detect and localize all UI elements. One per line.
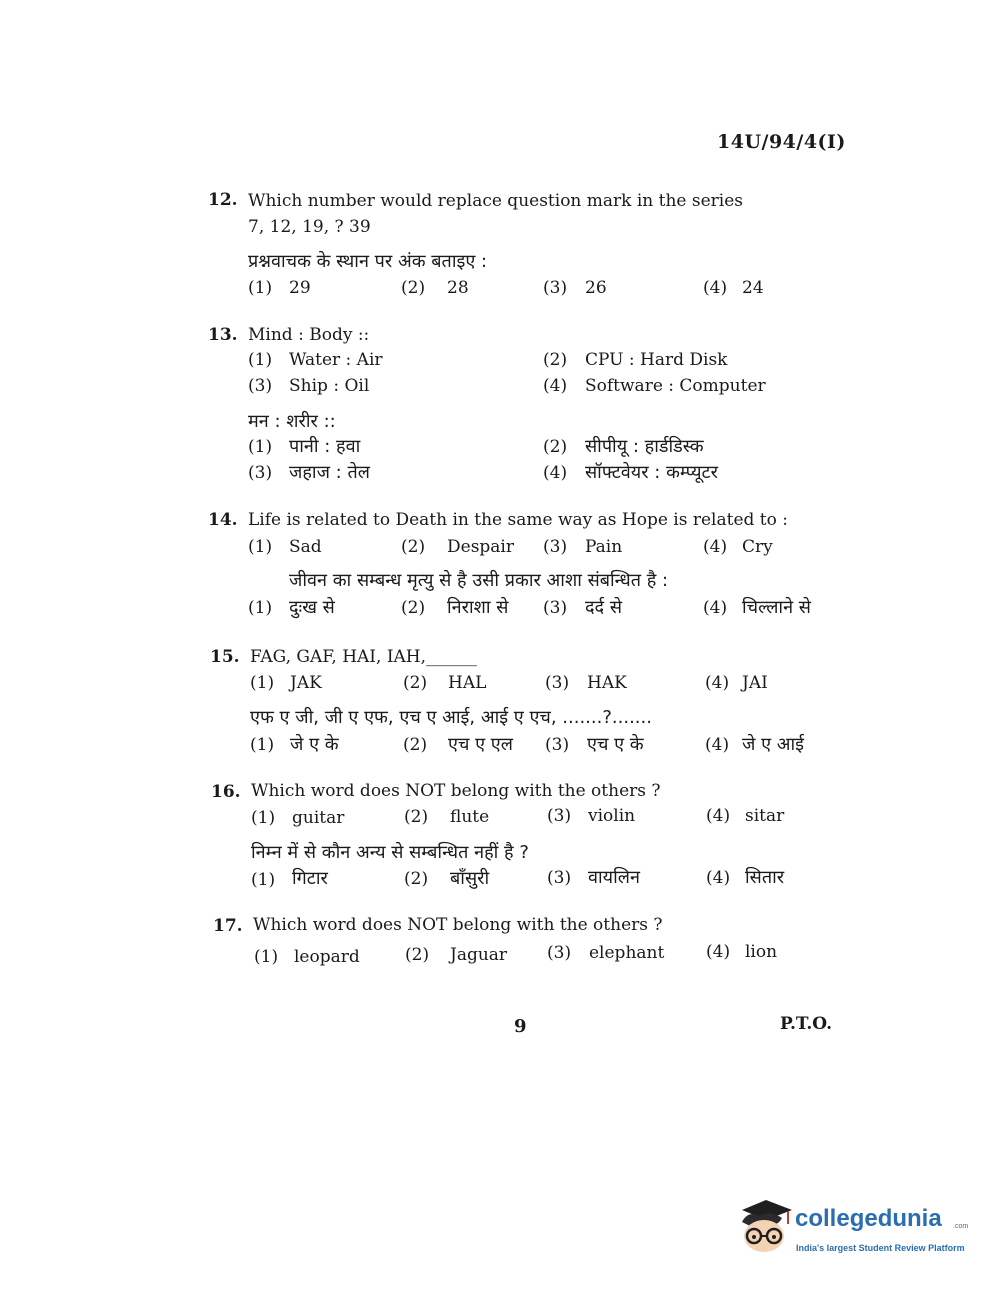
option-number: (4) bbox=[703, 537, 728, 557]
question-number-17: 17. bbox=[213, 916, 243, 936]
option-text: 29 bbox=[289, 278, 311, 298]
option-number: (3) bbox=[547, 868, 572, 888]
question-16-text-hindi: निम्न में से कौन अन्य से सम्बन्धित नहीं है ? bbox=[251, 842, 529, 863]
option-text: Jaguar bbox=[450, 945, 508, 965]
option-text: Pain bbox=[585, 537, 623, 557]
question-number-12: 12. bbox=[208, 190, 238, 210]
option-number: (3) bbox=[543, 598, 568, 618]
question-15-text: FAG, GAF, HAI, IAH,______ bbox=[250, 647, 478, 667]
question-number-15: 15. bbox=[210, 647, 240, 667]
option-number: (4) bbox=[543, 376, 568, 396]
option-text: JAK bbox=[290, 673, 322, 693]
option-number: (4) bbox=[706, 806, 731, 826]
option-text: जे ए आई bbox=[742, 734, 804, 755]
paper-code: 14U/94/4(I) bbox=[717, 131, 846, 153]
option-text: चिल्लाने से bbox=[742, 597, 811, 618]
option-text: एच ए के bbox=[587, 734, 644, 755]
option-number: (2) bbox=[543, 350, 568, 370]
option-number: (1) bbox=[248, 537, 273, 557]
question-12-text: Which number would replace question mark in the series bbox=[248, 191, 744, 211]
option-number: (3) bbox=[248, 376, 273, 396]
option-number: (2) bbox=[401, 598, 426, 618]
brand-logo-text: collegedunia bbox=[795, 1205, 942, 1232]
option-text: बाँसुरी bbox=[450, 868, 490, 889]
option-number: (3) bbox=[545, 735, 570, 755]
option-number: (1) bbox=[251, 870, 276, 890]
option-text: JAI bbox=[742, 673, 768, 693]
question-14-text: Life is related to Death in the same way as Hope is related to : bbox=[248, 510, 789, 530]
option-number: (1) bbox=[248, 437, 273, 457]
page-number: 9 bbox=[514, 1016, 527, 1037]
option-number: (4) bbox=[543, 463, 568, 483]
option-text: CPU : Hard Disk bbox=[585, 350, 728, 370]
option-text: जहाज : तेल bbox=[289, 462, 370, 483]
option-text: 26 bbox=[585, 278, 607, 298]
option-text: निराशा से bbox=[447, 597, 509, 618]
option-number: (2) bbox=[401, 537, 426, 557]
option-text: गिटार bbox=[292, 868, 328, 889]
option-number: (4) bbox=[706, 868, 731, 888]
option-number: (1) bbox=[251, 808, 276, 828]
option-text: सितार bbox=[745, 867, 785, 888]
option-text: HAK bbox=[587, 673, 627, 693]
option-number: (1) bbox=[254, 947, 279, 967]
option-text: sitar bbox=[745, 806, 785, 826]
option-text: lion bbox=[745, 942, 778, 962]
option-text: Despair bbox=[447, 537, 514, 557]
option-number: (2) bbox=[401, 278, 426, 298]
option-text: Sad bbox=[289, 537, 322, 557]
option-number: (3) bbox=[547, 943, 572, 963]
option-text: HAL bbox=[448, 673, 487, 693]
option-number: (1) bbox=[250, 735, 275, 755]
option-text: सॉफ्टवेयर : कम्प्यूटर bbox=[585, 462, 718, 483]
option-number: (2) bbox=[543, 437, 568, 457]
question-13-text-hindi: मन : शरीर :: bbox=[248, 411, 336, 432]
option-text: एच ए एल bbox=[448, 734, 513, 755]
brand-domain: .com bbox=[953, 1223, 969, 1230]
option-text: Ship : Oil bbox=[289, 376, 370, 396]
option-text: elephant bbox=[589, 943, 665, 963]
option-number: (1) bbox=[248, 598, 273, 618]
option-number: (2) bbox=[404, 869, 429, 889]
question-13-text: Mind : Body :: bbox=[248, 325, 370, 345]
question-12-text-hindi: प्रश्नवाचक के स्थान पर अंक बताइए : bbox=[248, 251, 488, 272]
question-15-text-hindi: एफ ए जी, जी ए एफ, एच ए आई, आई ए एच, .......?....... bbox=[250, 707, 652, 728]
option-number: (2) bbox=[405, 945, 430, 965]
option-number: (1) bbox=[248, 278, 273, 298]
option-number: (3) bbox=[547, 806, 572, 826]
brand-tagline: India's largest Student Review Platform bbox=[796, 1243, 965, 1253]
option-number: (1) bbox=[248, 350, 273, 370]
option-number: (3) bbox=[248, 463, 273, 483]
option-number: (1) bbox=[250, 673, 275, 693]
question-14-text-hindi: जीवन का सम्बन्ध मृत्यु से है उसी प्रकार आशा संबन्धित है : bbox=[289, 570, 669, 591]
option-text: दर्द से bbox=[585, 597, 623, 618]
option-number: (3) bbox=[543, 278, 568, 298]
option-number: (2) bbox=[403, 735, 428, 755]
option-text: Software : Computer bbox=[585, 376, 766, 396]
option-text: वायलिन bbox=[588, 867, 640, 888]
please-turn-over: P.T.O. bbox=[780, 1014, 832, 1034]
option-number: (3) bbox=[543, 537, 568, 557]
option-text: Cry bbox=[742, 537, 773, 557]
option-number: (4) bbox=[703, 598, 728, 618]
question-16-text: Which word does NOT belong with the others ? bbox=[251, 781, 661, 801]
question-17-text: Which word does NOT belong with the others ? bbox=[253, 915, 663, 935]
question-12-series: 7, 12, 19, ? 39 bbox=[248, 217, 371, 237]
option-text: पानी : हवा bbox=[289, 436, 361, 457]
question-number-16: 16. bbox=[211, 782, 241, 802]
option-text: violin bbox=[588, 806, 636, 826]
option-number: (3) bbox=[545, 673, 570, 693]
option-number: (2) bbox=[404, 807, 429, 827]
option-text: guitar bbox=[292, 808, 345, 828]
option-text: 28 bbox=[447, 278, 469, 298]
option-text: flute bbox=[450, 807, 490, 827]
option-number: (4) bbox=[705, 735, 730, 755]
option-text: Water : Air bbox=[289, 350, 383, 370]
option-text: जे ए के bbox=[290, 734, 339, 755]
option-text: leopard bbox=[294, 947, 360, 967]
option-number: (4) bbox=[706, 942, 731, 962]
option-text: सीपीयू : हार्डडिस्क bbox=[585, 436, 704, 457]
option-number: (4) bbox=[703, 278, 728, 298]
option-number: (4) bbox=[705, 673, 730, 693]
question-number-13: 13. bbox=[208, 325, 238, 345]
option-number: (2) bbox=[403, 673, 428, 693]
option-text: दुःख से bbox=[289, 597, 335, 618]
option-text: 24 bbox=[742, 278, 764, 298]
question-number-14: 14. bbox=[208, 510, 238, 530]
